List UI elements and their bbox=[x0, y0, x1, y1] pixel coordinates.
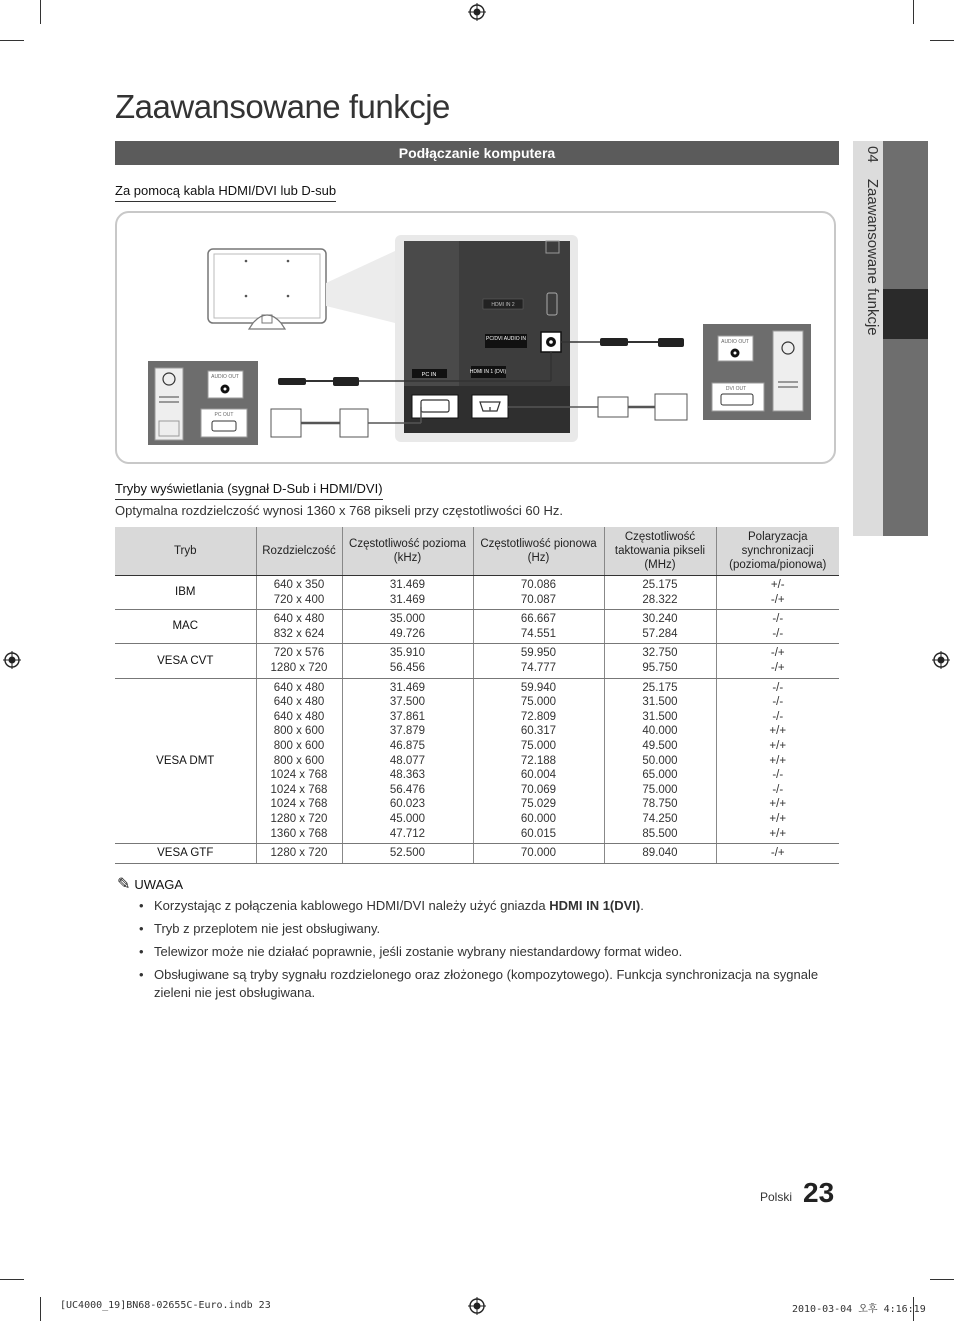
pixel-clock-cell bbox=[604, 644, 716, 678]
note-item bbox=[136, 943, 836, 961]
hdmi-in-2-label: HDMI IN 2 bbox=[491, 302, 515, 308]
cell-value: +/+ bbox=[769, 827, 787, 840]
table-row bbox=[115, 678, 839, 844]
note-item bbox=[136, 920, 836, 938]
page-title: Zaawansowane funkcje bbox=[115, 88, 450, 125]
cell-value: 48.363 bbox=[389, 769, 426, 782]
table-row bbox=[115, 844, 839, 864]
side-tab-text: Zaawansowane funkcje bbox=[864, 178, 881, 336]
cell-value: 70.087 bbox=[520, 593, 557, 606]
mode-cell: VESA CVT bbox=[115, 644, 256, 678]
cell-value: 75.000 bbox=[520, 696, 557, 709]
cell-value: 60.004 bbox=[520, 769, 557, 782]
resolution-cell bbox=[256, 678, 342, 844]
note-heading bbox=[117, 874, 183, 894]
note-tail-text: . bbox=[640, 898, 644, 913]
cell-value: 60.317 bbox=[520, 725, 557, 738]
note-item bbox=[136, 966, 836, 1002]
right-pc-icon bbox=[703, 324, 811, 420]
cell-value: +/+ bbox=[769, 754, 787, 767]
left-pc-icon bbox=[148, 361, 258, 445]
crop-mark bbox=[930, 1279, 954, 1280]
cell-value: 49.726 bbox=[389, 627, 426, 640]
left-audio-out-label: AUDIO OUT bbox=[211, 374, 239, 380]
polarity-cell bbox=[716, 678, 839, 844]
cell-value: -/+ bbox=[770, 647, 785, 660]
cell-value: 1280 x 720 bbox=[270, 661, 328, 674]
cell-value: 1024 x 768 bbox=[270, 769, 328, 782]
cell-value: 31.469 bbox=[389, 593, 426, 606]
cell-value: -/- bbox=[772, 627, 784, 640]
left-pc-out-label: PC OUT bbox=[214, 412, 234, 418]
cell-value: 1360 x 768 bbox=[270, 827, 328, 840]
cell-value: 57.284 bbox=[642, 627, 678, 640]
pc-dvi-audio-in-label: PC/DVI AUDIO IN bbox=[485, 336, 527, 342]
cell-value: 49.500 bbox=[642, 739, 678, 752]
audio-cable-right bbox=[561, 338, 684, 347]
cell-value: 65.000 bbox=[642, 769, 678, 782]
cell-value: 56.476 bbox=[389, 783, 426, 796]
table-body bbox=[115, 576, 839, 864]
cell-value: 48.077 bbox=[389, 754, 426, 767]
cell-value: 32.750 bbox=[642, 647, 678, 660]
cell-value: 72.188 bbox=[520, 754, 557, 767]
note-text: Korzystając z połączenia kablowego HDMI/DVI należy użyć gniazda bbox=[154, 898, 550, 913]
notes-list bbox=[136, 897, 836, 1007]
v-freq-cell bbox=[473, 844, 604, 864]
column-header: Polaryzacja synchronizacji (pozioma/pionowa) bbox=[716, 527, 839, 576]
h-freq-cell bbox=[342, 610, 473, 644]
cell-value: +/+ bbox=[769, 798, 787, 811]
cell-value: 60.015 bbox=[520, 827, 557, 840]
cell-value: 35.000 bbox=[389, 613, 426, 626]
registration-mark-icon bbox=[468, 3, 486, 21]
crop-mark bbox=[40, 0, 41, 24]
polarity-cell bbox=[716, 610, 839, 644]
column-header: Częstotliwość pozioma (kHz) bbox=[342, 527, 473, 576]
crop-mark bbox=[0, 1279, 24, 1280]
side-tab-block bbox=[883, 339, 928, 536]
cell-value: 59.950 bbox=[520, 647, 557, 660]
pixel-clock-cell bbox=[604, 610, 716, 644]
cell-value: 1024 x 768 bbox=[270, 783, 328, 796]
cell-value: 66.667 bbox=[520, 613, 557, 626]
cell-value: 25.175 bbox=[642, 579, 678, 591]
right-dvi-out-label: DVI OUT bbox=[725, 386, 747, 392]
print-file-info: [UC4000_19]BN68-02655C-Euro.indb 23 bbox=[60, 1300, 271, 1311]
cell-value: 31.469 bbox=[389, 579, 426, 591]
tv-front-icon bbox=[208, 249, 326, 329]
v-freq-cell bbox=[473, 678, 604, 844]
cell-value: -/+ bbox=[770, 661, 785, 674]
display-modes-intro: Optymalna rozdzielczość wynosi 1360 x 768 pikseli przy częstotliwości 60 Hz. bbox=[115, 503, 563, 518]
cell-value: 60.023 bbox=[389, 798, 426, 811]
cell-value: -/+ bbox=[770, 593, 785, 606]
h-freq-cell bbox=[342, 644, 473, 678]
cell-value: 640 x 480 bbox=[273, 613, 325, 626]
v-freq-cell bbox=[473, 644, 604, 678]
cell-value: 70.069 bbox=[520, 783, 557, 796]
side-tab-active-block bbox=[883, 289, 928, 339]
cell-value: -/+ bbox=[770, 847, 785, 860]
pixel-clock-cell bbox=[604, 678, 716, 844]
cell-value: +/- bbox=[770, 579, 785, 591]
crop-mark bbox=[40, 1297, 41, 1321]
note-text: Obsługiwane są tryby sygnału rozdzielonego oraz złożonego (kompozytowego). Funkcja synchronizacja na sygnale zieleni nie jest obsługiwana. bbox=[154, 967, 819, 1000]
cell-value: 800 x 600 bbox=[273, 739, 325, 752]
h-freq-cell bbox=[342, 844, 473, 864]
crop-mark bbox=[913, 0, 914, 24]
cell-value: 31.469 bbox=[389, 681, 426, 694]
mode-cell: IBM bbox=[115, 576, 256, 610]
cell-value: 50.000 bbox=[642, 754, 678, 767]
crop-mark bbox=[930, 40, 954, 41]
note-bold-text: HDMI IN 1(DVI) bbox=[549, 898, 641, 913]
cell-value: 89.040 bbox=[642, 847, 678, 860]
polarity-cell bbox=[716, 844, 839, 864]
cell-value: +/+ bbox=[769, 812, 787, 825]
display-modes-heading: Tryby wyświetlania (sygnał D-Sub i HDMI/DVI) bbox=[115, 481, 383, 500]
cell-value: 74.777 bbox=[520, 661, 557, 674]
note-text: Telewizor może nie działać poprawnie, jeśli zostanie wybrany niestandardowy format wideo. bbox=[154, 944, 683, 959]
side-tab-label bbox=[855, 146, 881, 336]
cell-value: 37.861 bbox=[389, 710, 426, 723]
resolution-cell bbox=[256, 644, 342, 678]
cell-value: 640 x 480 bbox=[273, 710, 325, 723]
cell-value: 31.500 bbox=[642, 710, 678, 723]
cell-value: 1280 x 720 bbox=[270, 847, 328, 860]
cell-value: 56.456 bbox=[389, 661, 426, 674]
cell-value: 85.500 bbox=[642, 827, 678, 840]
pixel-clock-cell bbox=[604, 576, 716, 610]
cell-value: -/- bbox=[772, 613, 784, 626]
note-heading-text: UWAGA bbox=[134, 877, 184, 892]
cell-value: 25.175 bbox=[642, 681, 678, 694]
cell-value: 60.000 bbox=[520, 812, 557, 825]
cell-value: 70.086 bbox=[520, 579, 557, 591]
cell-value: 52.500 bbox=[389, 847, 426, 860]
table-row bbox=[115, 576, 839, 610]
cell-value: -/- bbox=[772, 710, 784, 723]
page-number: 23 bbox=[803, 1177, 835, 1208]
cell-value: 37.500 bbox=[389, 696, 426, 709]
cell-value: 30.240 bbox=[642, 613, 678, 626]
cell-value: 800 x 600 bbox=[273, 754, 325, 767]
note-item bbox=[136, 897, 836, 915]
cell-value: 75.029 bbox=[520, 798, 557, 811]
cell-value: +/+ bbox=[769, 725, 787, 738]
cell-value: 28.322 bbox=[642, 593, 678, 606]
cell-value: 720 x 400 bbox=[273, 593, 325, 606]
pencil-icon: ✎ bbox=[117, 876, 131, 893]
pc-in-label: PC IN bbox=[421, 372, 437, 378]
cell-value: 45.000 bbox=[389, 812, 426, 825]
cell-value: -/- bbox=[772, 783, 784, 796]
table-row bbox=[115, 644, 839, 678]
cell-value: 74.551 bbox=[520, 627, 557, 640]
mode-cell: VESA DMT bbox=[115, 678, 256, 844]
cell-value: 75.000 bbox=[520, 739, 557, 752]
cell-value: 800 x 600 bbox=[273, 725, 325, 738]
resolution-cell bbox=[256, 610, 342, 644]
cell-value: -/- bbox=[772, 681, 784, 694]
note-text: Tryb z przeplotem nie jest obsługiwany. bbox=[154, 921, 381, 936]
hdmi-in-1-dvi-label: HDMI IN 1 (DVI) bbox=[469, 369, 507, 375]
cell-value: 46.875 bbox=[389, 739, 426, 752]
resolution-cell bbox=[256, 844, 342, 864]
side-tab-block bbox=[883, 141, 928, 289]
cell-value: +/+ bbox=[769, 739, 787, 752]
cell-value: 75.000 bbox=[642, 783, 678, 796]
section-title: Podłączanie komputera bbox=[115, 141, 839, 165]
tv-back-panel bbox=[395, 235, 578, 442]
cell-value: 640 x 480 bbox=[273, 681, 325, 694]
cell-value: 78.750 bbox=[642, 798, 678, 811]
connection-diagram bbox=[115, 211, 836, 464]
polarity-cell bbox=[716, 644, 839, 678]
h-freq-cell bbox=[342, 576, 473, 610]
cell-value: 640 x 350 bbox=[273, 579, 325, 591]
cell-value: 1024 x 768 bbox=[270, 798, 328, 811]
cell-value: 720 x 576 bbox=[273, 647, 325, 660]
resolution-cell bbox=[256, 576, 342, 610]
cell-value: 37.879 bbox=[389, 725, 426, 738]
cell-value: 31.500 bbox=[642, 696, 678, 709]
cell-value: 59.940 bbox=[520, 681, 557, 694]
cell-value: 70.000 bbox=[520, 847, 557, 860]
v-freq-cell bbox=[473, 610, 604, 644]
column-header: Tryb bbox=[115, 527, 256, 576]
polarity-cell bbox=[716, 576, 839, 610]
side-tab-number: 04 bbox=[864, 146, 881, 163]
h-freq-cell bbox=[342, 678, 473, 844]
connection-heading: Za pomocą kabla HDMI/DVI lub D-sub bbox=[115, 183, 336, 202]
footer-language: Polski bbox=[760, 1190, 793, 1204]
registration-mark-icon bbox=[3, 651, 21, 669]
v-freq-cell bbox=[473, 576, 604, 610]
right-audio-out-label: AUDIO OUT bbox=[721, 339, 749, 345]
cell-value: 95.750 bbox=[642, 661, 678, 674]
column-header: Częstotliwość taktowania pikseli (MHz) bbox=[604, 527, 716, 576]
cell-value: 1280 x 720 bbox=[270, 812, 328, 825]
cell-value: 74.250 bbox=[642, 812, 678, 825]
crop-mark bbox=[0, 40, 24, 41]
cell-value: 72.809 bbox=[520, 710, 557, 723]
cell-value: -/- bbox=[772, 696, 784, 709]
display-modes-table bbox=[115, 527, 839, 864]
cell-value: 47.712 bbox=[389, 827, 426, 840]
cell-value: 640 x 480 bbox=[273, 696, 325, 709]
registration-mark-icon bbox=[932, 651, 950, 669]
mode-cell: VESA GTF bbox=[115, 844, 256, 864]
table-row bbox=[115, 610, 839, 644]
table-header-row bbox=[115, 527, 839, 576]
registration-mark-icon bbox=[468, 1297, 486, 1315]
print-date-info: 2010-03-04 오후 4:16:19 bbox=[792, 1304, 926, 1315]
mode-cell: MAC bbox=[115, 610, 256, 644]
cell-value: 40.000 bbox=[642, 725, 678, 738]
cell-value: -/- bbox=[772, 769, 784, 782]
pixel-clock-cell bbox=[604, 844, 716, 864]
cell-value: 832 x 624 bbox=[273, 627, 325, 640]
column-header: Rozdzielczość bbox=[256, 527, 342, 576]
cell-value: 35.910 bbox=[389, 647, 426, 660]
column-header: Częstotliwość pionowa (Hz) bbox=[473, 527, 604, 576]
